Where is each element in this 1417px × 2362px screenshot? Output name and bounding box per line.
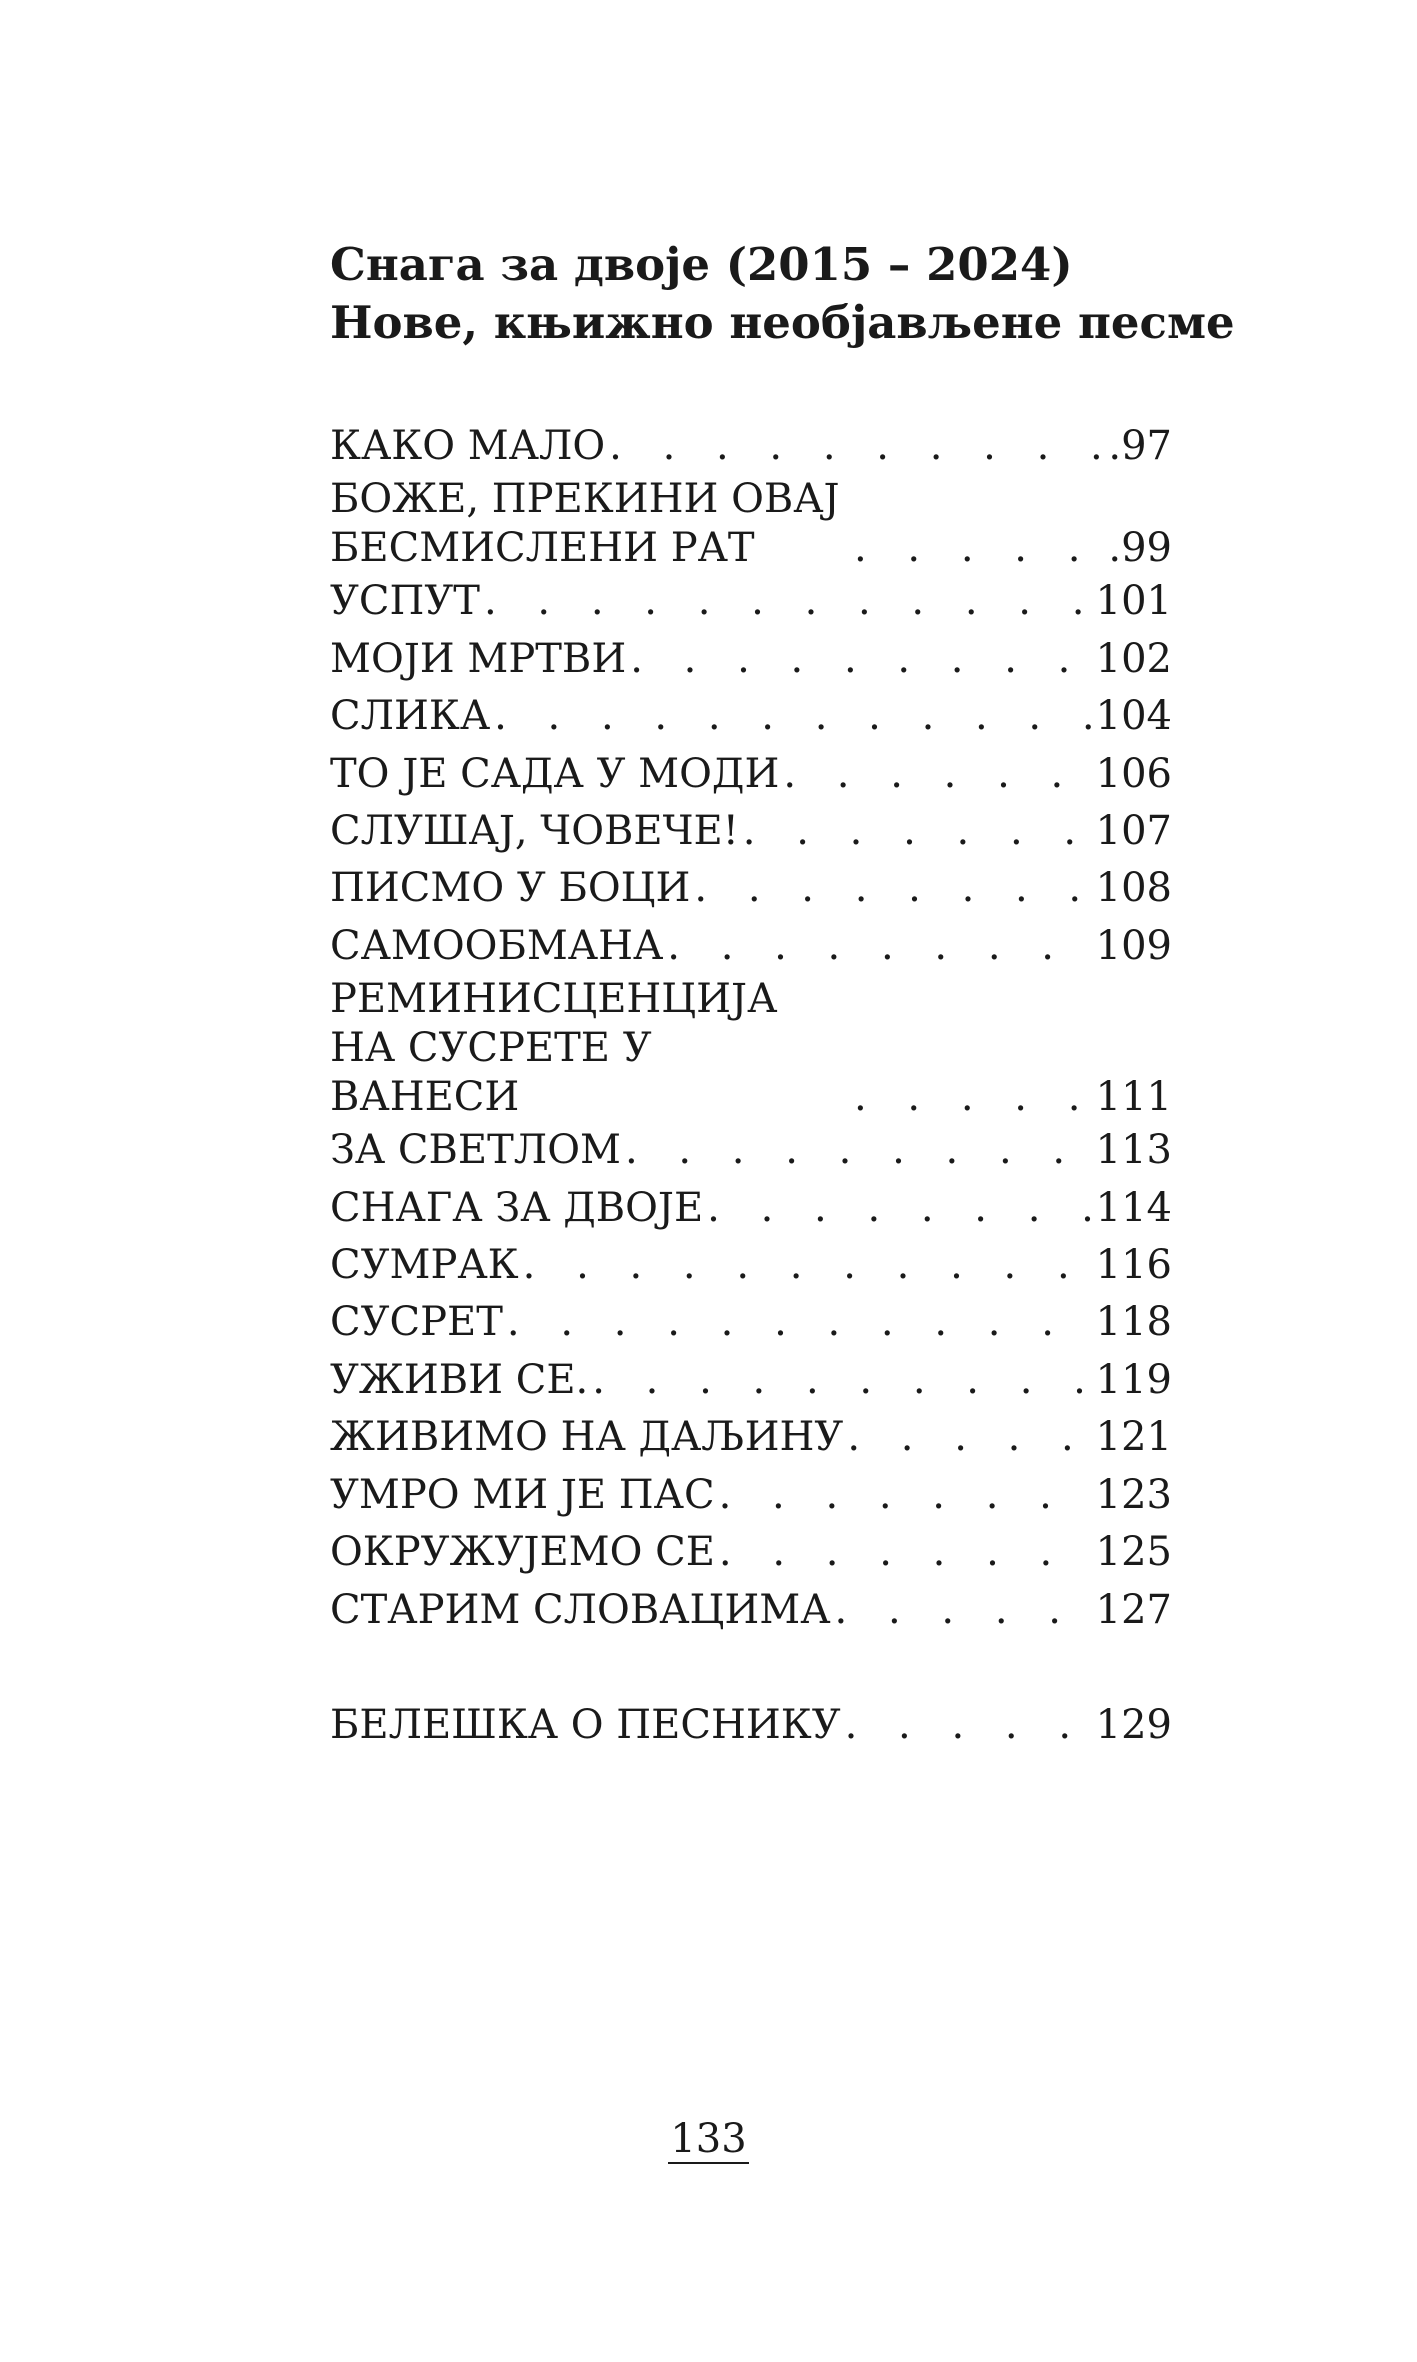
toc-entry-page: 102 bbox=[1095, 635, 1172, 682]
toc-entry-title: ЖИВИМО НА ДАЉИНУ bbox=[330, 1414, 844, 1461]
toc-entry-page: 114 bbox=[1095, 1184, 1172, 1231]
toc-entry-page: 113 bbox=[1095, 1127, 1172, 1174]
dot-leader bbox=[831, 1582, 1096, 1639]
toc-entry bbox=[330, 1409, 1172, 1466]
toc-entry bbox=[330, 573, 1172, 630]
toc-entry-page: 111 bbox=[1095, 1074, 1172, 1121]
dot-leader bbox=[663, 918, 1095, 975]
dot-leader bbox=[841, 1697, 1096, 1754]
toc-entry-title: КАКО МАЛО bbox=[330, 423, 606, 469]
toc-entry-title: ПИСМО У БОЦИ bbox=[330, 865, 691, 912]
toc-entry-page: 108 bbox=[1095, 865, 1172, 912]
toc-entry-title: БОЖЕ, ПРЕКИНИ ОВАЈ БЕСМИСЛЕНИ РАТ bbox=[330, 476, 840, 572]
toc-entry-page: 125 bbox=[1095, 1529, 1172, 1576]
dot-leader bbox=[605, 418, 1108, 475]
toc-entry-page: .97 bbox=[1108, 423, 1172, 469]
toc-entry bbox=[330, 1122, 1172, 1179]
dot-leader bbox=[850, 524, 1108, 573]
toc-entry-page: 101 bbox=[1095, 578, 1172, 625]
toc-entry-title: МОЈИ МРТВИ bbox=[330, 635, 627, 682]
toc-entry-page: 127 bbox=[1095, 1586, 1172, 1633]
page-number-text: 133 bbox=[670, 2116, 747, 2162]
toc-entry-title: РЕМИНИСЦЕНЦИЈА НА СУСРЕТЕ У ВАНЕСИ bbox=[330, 976, 778, 1121]
dot-leader bbox=[519, 1237, 1096, 1294]
toc-entry-page: 109 bbox=[1095, 922, 1172, 969]
toc-entry-title: САМООБМАНА bbox=[330, 922, 664, 969]
toc-entry-title: СТАРИМ СЛОВАЦИМА bbox=[330, 1586, 831, 1633]
toc-entry bbox=[330, 1582, 1172, 1639]
toc-entry-page: 121 bbox=[1095, 1414, 1172, 1461]
toc-entry bbox=[330, 746, 1172, 803]
toc-entry-title: СУМРАК bbox=[330, 1242, 519, 1289]
toc-entry-title: УМРО МИ ЈЕ ПАС bbox=[330, 1471, 715, 1518]
toc-entry-title: СЛУШАЈ, ЧОВЕЧЕ! bbox=[330, 808, 739, 855]
toc-entry-page: 106 bbox=[1095, 750, 1172, 797]
toc-entry bbox=[330, 688, 1172, 745]
toc-entry bbox=[330, 1352, 1172, 1409]
toc-appendix-entry bbox=[330, 1697, 1172, 1754]
dot-leader bbox=[715, 1467, 1096, 1524]
toc-entry bbox=[330, 860, 1172, 917]
dot-leader bbox=[503, 1294, 1096, 1351]
dot-leader bbox=[490, 688, 1096, 745]
toc-entry bbox=[330, 418, 1172, 475]
toc-entry bbox=[330, 1467, 1172, 1524]
toc-entry-title: ОКРУЖУЈЕМО СЕ bbox=[330, 1529, 715, 1576]
section-title: Снага за двоје (2015 – 2024) bbox=[330, 238, 1073, 291]
toc-entry-title: ЗА СВЕТЛОМ bbox=[330, 1127, 621, 1174]
toc-entry-title: БЕЛЕШКА О ПЕСНИКУ bbox=[330, 1701, 841, 1748]
toc-entry bbox=[330, 475, 1172, 573]
page-number bbox=[0, 2114, 1417, 2164]
toc-spacer bbox=[330, 1639, 1172, 1697]
toc-entry-title: УСПУТ bbox=[330, 578, 480, 625]
dot-leader bbox=[703, 1180, 1095, 1237]
dot-leader bbox=[480, 573, 1096, 630]
section-subtitle: Нове, књижно необјављене песме bbox=[330, 296, 1235, 349]
toc-entry bbox=[330, 975, 1172, 1122]
toc-entry-page: 123 bbox=[1095, 1471, 1172, 1518]
toc-entry-title: СЛИКА bbox=[330, 693, 491, 740]
toc-entry-page: 104 bbox=[1095, 693, 1172, 740]
toc-entry-title: ТО ЈЕ САДА У МОДИ bbox=[330, 750, 780, 797]
toc-entry-page: .99 bbox=[1108, 525, 1172, 572]
dot-leader bbox=[843, 1409, 1095, 1466]
toc-entry-page: 129 bbox=[1095, 1701, 1172, 1748]
toc-entry-page: 107 bbox=[1095, 808, 1172, 855]
dot-leader bbox=[621, 1122, 1096, 1179]
toc-entry bbox=[330, 803, 1172, 860]
toc-entry bbox=[330, 1524, 1172, 1581]
dot-leader bbox=[690, 860, 1095, 917]
toc-entry-page: 119 bbox=[1095, 1356, 1172, 1403]
toc-entry bbox=[330, 1180, 1172, 1237]
toc-entry-title: СНАГА ЗА ДВОЈЕ bbox=[330, 1184, 704, 1231]
toc-entry-page: 116 bbox=[1095, 1242, 1172, 1289]
dot-leader bbox=[779, 746, 1095, 803]
dot-leader bbox=[739, 803, 1096, 860]
toc-entry bbox=[330, 918, 1172, 975]
dot-leader bbox=[588, 1352, 1095, 1409]
toc-entry bbox=[330, 631, 1172, 688]
toc-entry bbox=[330, 1294, 1172, 1351]
table-of-contents bbox=[330, 418, 1172, 1754]
section-heading bbox=[330, 236, 1235, 352]
dot-leader bbox=[850, 1073, 1096, 1122]
dot-leader bbox=[626, 631, 1095, 688]
toc-entry-page: 118 bbox=[1095, 1299, 1172, 1346]
toc-entry-title: СУСРЕТ bbox=[330, 1299, 503, 1346]
toc-entry-title: УЖИВИ СЕ. bbox=[330, 1356, 589, 1403]
toc-entry bbox=[330, 1237, 1172, 1294]
dot-leader bbox=[715, 1524, 1096, 1581]
